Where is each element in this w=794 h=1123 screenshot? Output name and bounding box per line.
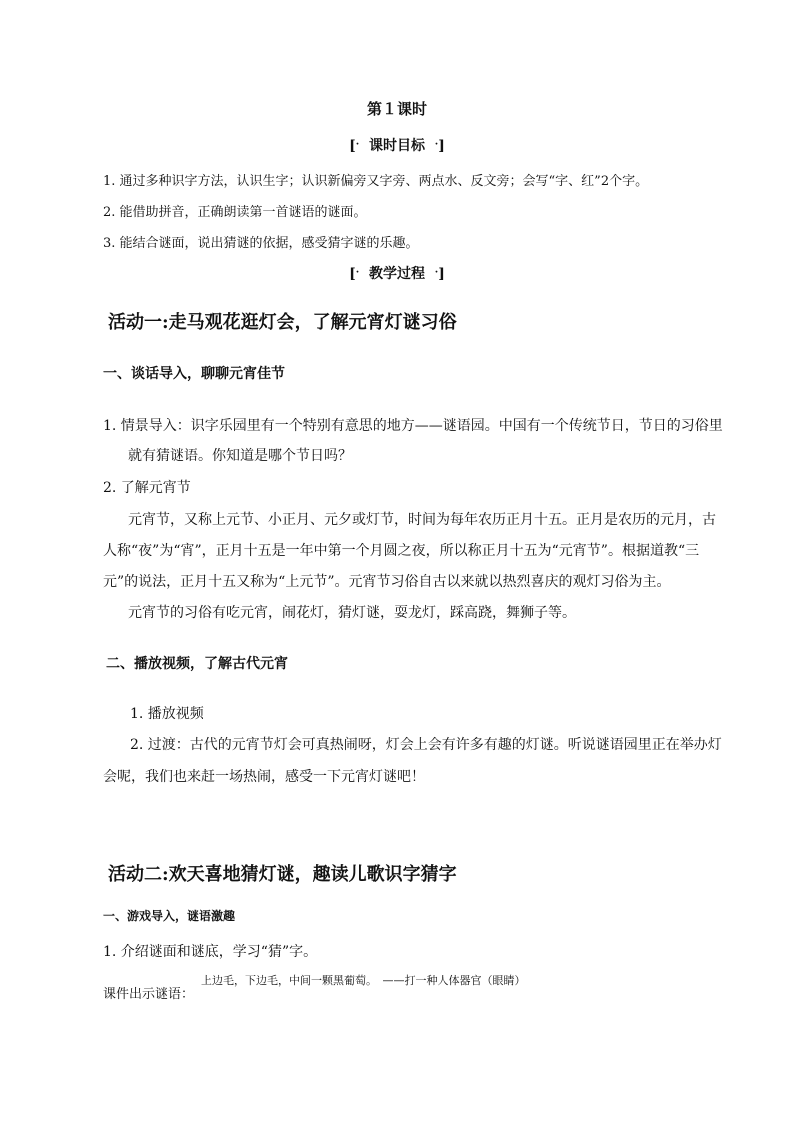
bracket-open: [: [349, 266, 356, 282]
goal-item: 1. 通过多种识字方法，认识生字；认识新偏旁又字旁、两点水、反文旁；会写“字、红”2个字。: [103, 174, 649, 189]
paragraph-line: 人称“夜”为“宵”，正月十五是一年中第一个月圆之夜，所以称正月十五为“元宵节”。根据道教“三: [103, 543, 700, 559]
riddle-label: 课件出示谜语：: [103, 987, 195, 1002]
dot-mark: ·: [434, 139, 439, 150]
lesson-title: 第１课时: [366, 100, 427, 118]
paragraph-line: 就有猜谜语。你知道是哪个节日吗？: [128, 448, 352, 464]
dot-mark: ·: [355, 139, 360, 150]
goal-item: 3. 能结合谜面，说出猜谜的依据，感受猜字谜的乐趣。: [103, 236, 419, 251]
paragraph-line: 1. 情景导入：识字乐园里有一个特别有意思的地方——谜语园。中国有一个传统节日，节日的习俗里: [103, 418, 723, 434]
paragraph-line: 1. 播放视频: [130, 706, 204, 722]
dot-mark: ·: [355, 267, 360, 278]
goals-heading-text: 课时目标: [369, 138, 425, 154]
paragraph-line: 2. 过渡：古代的元宵节灯会可真热闹呀，灯会上会有许多有趣的灯谜。听说谜语园里正在举办灯: [130, 737, 722, 753]
activity2-section1-title: 一、游戏导入，谜语激趣: [103, 909, 236, 923]
dot-mark: ·: [434, 267, 439, 278]
paragraph-line: 1. 介绍谜面和谜底，学习“猜”字。: [103, 944, 318, 960]
goals-heading: [0, 135, 794, 155]
goal-item: 2. 能借助拼音，正确朗读第一首谜语的谜面。: [103, 205, 367, 220]
activity1-section1-title: 一、谈话导入，聊聊元宵佳节: [103, 366, 285, 382]
riddle-text: 上边毛，下边毛，中间一颗黑葡萄。 ——打一种人体器官（眼睛）: [201, 974, 526, 987]
paragraph-line: 2. 了解元宵节: [103, 480, 191, 496]
activity2-title: 活动二:欢天喜地猜灯谜，趣读儿歌识字猜字: [108, 864, 457, 885]
bracket-open: [: [349, 138, 356, 154]
paragraph-line: 元宵节，又称上元节、小正月、元夕或灯节，时间为每年农历正月十五。正月是农历的元月，古: [128, 512, 716, 528]
process-heading-text: 教学过程: [369, 266, 425, 282]
paragraph-line: 元宵节的习俗有吃元宵，闹花灯，猜灯谜，耍龙灯，踩高跷，舞狮子等。: [128, 605, 576, 621]
process-heading: [0, 263, 794, 283]
paragraph-line: 元”的说法，正月十五又称为“上元节”。元宵节习俗自古以来就以热烈喜庆的观灯习俗为主。: [103, 574, 671, 590]
activity1-section2-title: 二、播放视频，了解古代元宵: [106, 656, 288, 672]
activity1-title: 活动一:走马观花逛灯会，了解元宵灯谜习俗: [108, 312, 457, 333]
bracket-close: ]: [438, 138, 445, 154]
bracket-close: ]: [438, 266, 445, 282]
paragraph-line: 会呢，我们也来赶一场热闹，感受一下元宵灯谜吧！: [103, 769, 425, 785]
